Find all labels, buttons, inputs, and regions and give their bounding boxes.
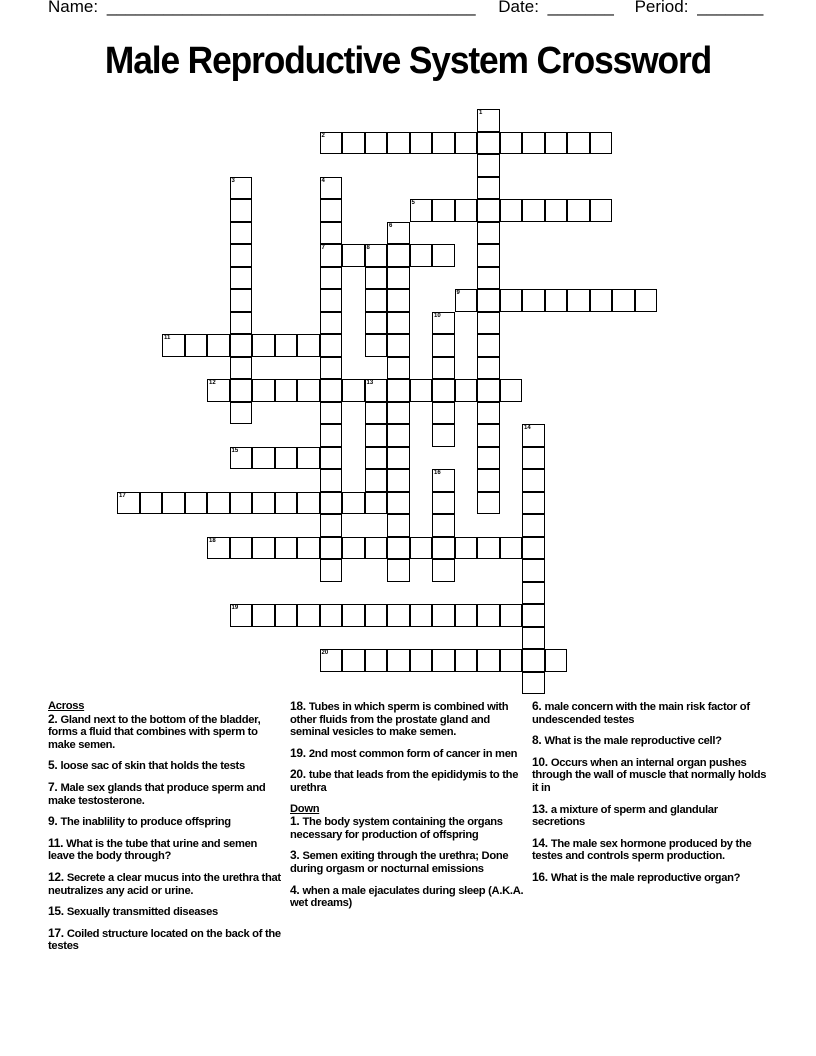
clue-number: 20. [290,767,309,782]
clue [290,849,526,875]
crossword-cell[interactable] [477,357,500,380]
clue-text: tube that leads from the epididymis to the urethra [290,769,519,794]
crossword-cell[interactable] [365,424,388,447]
crossword-cell[interactable] [140,492,163,515]
crossword-cell[interactable] [410,132,433,155]
crossword-cell[interactable] [387,492,410,515]
crossword-cell[interactable] [477,109,500,132]
crossword-cell[interactable] [320,559,343,582]
crossword-cell[interactable] [320,604,343,627]
crossword-cell[interactable] [410,649,433,672]
crossword-cell[interactable] [522,424,545,447]
clue-number: 17 [119,492,126,499]
crossword-cell[interactable] [230,402,253,425]
crossword-cell[interactable] [455,199,478,222]
crossword-cell[interactable] [207,492,230,515]
crossword-cell[interactable] [477,244,500,267]
crossword-cell[interactable] [320,244,343,267]
down-heading: Down [290,802,320,815]
crossword-cell[interactable] [522,582,545,605]
crossword-cell[interactable] [477,402,500,425]
crossword-cell[interactable] [252,447,275,470]
crossword-cell[interactable] [387,469,410,492]
crossword-cell[interactable] [162,334,185,357]
clue [532,871,768,885]
crossword-cell[interactable] [432,312,455,335]
clue-text: male concern with the main risk factor of undescended testes [532,701,750,726]
crossword-cell[interactable] [185,334,208,357]
clue-number: 16. [532,869,551,884]
crossword-cell[interactable] [477,267,500,290]
crossword-cell[interactable] [522,537,545,560]
crossword-cell[interactable] [500,132,523,155]
crossword-cell[interactable] [365,469,388,492]
crossword-cell[interactable] [522,469,545,492]
clue-number: 13 [366,380,374,386]
crossword-cell[interactable] [365,267,388,290]
crossword-cell[interactable] [275,447,298,470]
crossword-cell[interactable] [477,199,500,222]
crossword-cell[interactable] [342,649,365,672]
crossword-cell[interactable] [320,537,343,560]
crossword-cell[interactable] [500,604,523,627]
crossword-cell[interactable] [410,379,433,402]
crossword-cell[interactable] [207,379,230,402]
clue [48,713,284,752]
crossword-cell[interactable] [230,289,253,312]
clue-text: Tubes in which sperm is combined with other fluids from the prostate gland and seminal vesicles to make semen. [290,701,509,739]
clue-number: 6 [389,222,393,229]
crossword-cell[interactable] [500,537,523,560]
crossword-cell[interactable] [387,132,410,155]
crossword-cell[interactable] [117,492,140,515]
crossword-cell[interactable] [275,537,298,560]
crossword-cell[interactable] [230,199,253,222]
crossword-cell[interactable] [432,559,455,582]
clue-number: 11 [164,335,171,341]
crossword-cell[interactable] [432,424,455,447]
clue-number: 14. [532,835,551,850]
crossword-cell[interactable] [500,649,523,672]
crossword-cell[interactable] [477,469,500,492]
clue [532,803,768,829]
clue [532,756,768,795]
crossword-cell[interactable] [365,132,388,155]
crossword-cell[interactable] [365,537,388,560]
clue-text: Male sex glands that produce sperm and make testosterone. [48,781,266,807]
crossword-cell[interactable] [477,289,500,312]
crossword-cell[interactable] [387,222,410,245]
crossword-cell[interactable] [432,469,455,492]
crossword-cell[interactable] [230,244,253,267]
crossword-cell[interactable] [432,514,455,537]
clue-number: 2. [48,711,61,726]
crossword-cell[interactable] [522,447,545,470]
crossword-cell[interactable] [432,244,455,267]
clue-text: The male sex hormone produced by the testes and controls sperm production. [532,837,752,863]
crossword-cell[interactable] [387,402,410,425]
clue [48,871,284,897]
crossword-cell[interactable] [320,492,343,515]
crossword-cell[interactable] [387,514,410,537]
crossword-cell[interactable] [320,267,343,290]
crossword-cell[interactable] [365,289,388,312]
crossword-cell[interactable] [590,132,613,155]
crossword-cell[interactable] [320,222,343,245]
crossword-cell[interactable] [432,492,455,515]
crossword-cell[interactable] [545,199,568,222]
crossword-cell[interactable] [320,177,343,200]
crossword-cell[interactable] [477,334,500,357]
crossword-cell[interactable] [477,492,500,515]
crossword-cell[interactable] [590,199,613,222]
clue [290,884,526,910]
clue-text: What is the male reproductive cell? [544,735,722,748]
crossword-cell[interactable] [522,514,545,537]
clue-text: The inablility to produce offspring [60,816,231,829]
crossword-cell[interactable] [185,492,208,515]
crossword-cell[interactable] [320,379,343,402]
crossword-cell[interactable] [522,604,545,627]
date-line: _______ [547,0,614,16]
crossword-cell[interactable] [275,334,298,357]
clue-text: Semen exiting through the urethra; Done during orgasm or nocturnal emissions [290,850,509,875]
clue-text: 2nd most common form of cancer in men [308,747,518,760]
clue-number: 5 [411,200,415,206]
crossword-cell[interactable] [387,447,410,470]
clue-number: 5. [48,758,61,773]
crossword-cell[interactable] [455,537,478,560]
crossword-cell[interactable] [207,334,230,357]
clue-text: loose sac of skin that holds the tests [60,760,245,773]
crossword-cell[interactable] [500,379,523,402]
clue-number: 1. [290,814,303,829]
crossword-cell[interactable] [432,649,455,672]
crossword-cell[interactable] [522,627,545,650]
crossword-cell[interactable] [365,649,388,672]
clue [532,837,768,863]
crossword-cell[interactable] [410,604,433,627]
crossword-cell[interactable] [455,132,478,155]
crossword-cell[interactable] [455,604,478,627]
crossword-cell[interactable] [342,379,365,402]
clue-number: 9 [456,290,460,296]
crossword-cell[interactable] [320,469,343,492]
clue-text: What is the tube that urine and semen leave the body through? [48,837,258,863]
clue-text: Secrete a clear mucus into the urethra that neutralizes any acid or urine. [48,871,281,897]
clue-number: 12. [48,869,67,884]
clue-text: What is the male reproductive organ? [550,871,741,884]
crossword-cell[interactable] [387,604,410,627]
name-label: Name: [48,0,99,16]
crossword-cell[interactable] [297,604,320,627]
crossword-cell[interactable] [365,447,388,470]
crossword-cell[interactable] [320,424,343,447]
crossword-cell[interactable] [432,604,455,627]
crossword-cell[interactable] [365,379,388,402]
crossword-cell[interactable] [590,289,613,312]
crossword-cell[interactable] [410,537,433,560]
crossword-cell[interactable] [230,537,253,560]
crossword-cell[interactable] [500,199,523,222]
crossword-cell[interactable] [455,649,478,672]
crossword-cell[interactable] [522,289,545,312]
crossword-cell[interactable] [477,132,500,155]
crossword-cell[interactable] [522,649,545,672]
crossword-cell[interactable] [365,604,388,627]
clue-number: 12 [209,380,216,386]
crossword-cell[interactable] [320,402,343,425]
clue [290,815,526,841]
clue-number: 16 [434,470,441,476]
clue [532,734,768,748]
crossword-cell[interactable] [387,267,410,290]
clue-number: 8 [366,245,370,251]
clue-number: 10 [434,312,441,319]
crossword-cell[interactable] [432,199,455,222]
crossword-cell[interactable] [320,357,343,380]
crossword-cell[interactable] [387,334,410,357]
clue-text: Sexually transmitted diseases [66,906,218,919]
crossword-cell[interactable] [365,402,388,425]
clue-number: 17. [48,925,67,940]
clue [48,781,284,807]
crossword-cell[interactable] [387,244,410,267]
crossword-cell[interactable] [365,334,388,357]
period-label: Period: [634,0,689,16]
clue-number: 3 [231,177,235,184]
crossword-cell[interactable] [522,672,545,695]
clue [48,905,284,919]
clue [48,927,284,953]
crossword-cell[interactable] [230,334,253,357]
clue [48,837,284,863]
crossword-cell[interactable] [230,492,253,515]
crossword-cell[interactable] [342,132,365,155]
crossword-cell[interactable] [342,604,365,627]
crossword-cell[interactable] [230,312,253,335]
crossword-cell[interactable] [320,447,343,470]
clue-number: 20 [321,650,329,656]
crossword-cell[interactable] [477,424,500,447]
crossword-cell[interactable] [477,312,500,335]
clue-text: when a male ejaculates during sleep (A.K.A. wet dreams) [290,884,524,910]
crossword-cell[interactable] [477,154,500,177]
crossword-cell[interactable] [612,289,635,312]
crossword-cell[interactable] [635,289,658,312]
crossword-cell[interactable] [387,312,410,335]
crossword-cell[interactable] [567,132,590,155]
crossword-cell[interactable] [477,649,500,672]
crossword-cell[interactable] [522,492,545,515]
clue-number: 11. [48,835,67,850]
crossword-cell[interactable] [477,379,500,402]
clue-text: Occurs when an internal organ pushes through the wall of muscle that normally holds it in [532,756,767,794]
clues-column-3 [532,700,768,893]
crossword-cell[interactable] [275,604,298,627]
crossword-cell[interactable] [410,199,433,222]
crossword-cell[interactable] [320,334,343,357]
clue-number: 1 [479,110,483,116]
crossword-cell[interactable] [432,334,455,357]
crossword-cell[interactable] [365,312,388,335]
crossword-cell[interactable] [545,289,568,312]
crossword-cell[interactable] [342,244,365,267]
clue-number: 4. [290,882,303,897]
crossword-cell[interactable] [320,514,343,537]
crossword-cell[interactable] [477,604,500,627]
crossword-cell[interactable] [275,492,298,515]
crossword-cell[interactable] [252,604,275,627]
crossword-cell[interactable] [275,379,298,402]
clue-number: 13. [532,801,551,816]
crossword-cell[interactable] [252,537,275,560]
clue-number: 19 [231,605,239,611]
crossword-cell[interactable] [432,132,455,155]
clue-number: 6. [532,699,545,713]
crossword-cell[interactable] [387,649,410,672]
clue-number: 18 [209,537,216,544]
clue-number: 8. [532,733,545,748]
crossword-cell[interactable] [320,312,343,335]
crossword-cell[interactable] [230,447,253,470]
crossword-cell[interactable] [252,492,275,515]
crossword-cell[interactable] [230,267,253,290]
crossword-cell[interactable] [342,492,365,515]
clue-number: 15 [231,447,239,454]
crossword-cell[interactable] [297,537,320,560]
page-title: Male Reproductive System Crossword [104,40,712,82]
crossword-cell[interactable] [230,222,253,245]
clue-text: a mixture of sperm and glandular secretions [532,803,718,829]
crossword-cell[interactable] [162,492,185,515]
crossword-cell[interactable] [477,222,500,245]
clue-text: Coiled structure located on the back of the testes [48,927,281,953]
crossword-cell[interactable] [320,649,343,672]
crossword-cell[interactable] [252,379,275,402]
crossword-cell[interactable] [230,379,253,402]
crossword-cell[interactable] [432,379,455,402]
crossword-cell[interactable] [522,132,545,155]
crossword-cell[interactable] [432,537,455,560]
crossword-cell[interactable] [387,424,410,447]
clue-number: 4 [321,177,325,184]
crossword-cell[interactable] [342,537,365,560]
clue-number: 7 [321,245,325,251]
crossword-cell[interactable] [230,177,253,200]
clue-number: 15. [48,904,67,919]
clue [290,768,526,794]
crossword-cell[interactable] [365,492,388,515]
clues-column-2 [290,700,526,918]
clue-number: 10. [532,754,551,769]
clue-number: 19. [290,745,309,760]
crossword-cell[interactable] [297,492,320,515]
crossword-cell[interactable] [545,132,568,155]
clue [290,747,526,761]
clues-column-1 [48,700,284,961]
crossword-cell[interactable] [477,177,500,200]
crossword-cell[interactable] [477,537,500,560]
crossword-cell[interactable] [387,537,410,560]
clue [532,700,768,726]
crossword-cell[interactable] [230,604,253,627]
crossword-cell[interactable] [432,357,455,380]
crossword-cell[interactable] [297,334,320,357]
crossword-cell[interactable] [320,132,343,155]
crossword-cell[interactable] [477,447,500,470]
crossword-cell[interactable] [432,402,455,425]
clue-number: 18. [290,699,309,713]
clue-number: 7. [48,779,61,794]
crossword-cell[interactable] [387,289,410,312]
crossword-cell[interactable] [320,199,343,222]
crossword-cell[interactable] [207,537,230,560]
crossword-cell[interactable] [567,289,590,312]
crossword-cell[interactable] [567,199,590,222]
crossword-cell[interactable] [387,357,410,380]
crossword-cell[interactable] [387,379,410,402]
crossword-cell[interactable] [230,357,253,380]
date-label: Date: [498,0,539,16]
crossword-cell[interactable] [387,559,410,582]
crossword-cell[interactable] [522,199,545,222]
crossword-cell[interactable] [455,289,478,312]
clue [48,815,284,829]
name-line: _______________________________________ [106,0,476,16]
crossword-cell[interactable] [252,334,275,357]
clue-number: 3. [290,848,303,863]
clue [48,759,284,773]
clue-text: The body system containing the organs necessary for production of offspring [290,816,503,841]
crossword-cell[interactable] [500,289,523,312]
clue-number: 14 [524,425,531,431]
crossword-cell[interactable] [410,244,433,267]
crossword-cell[interactable] [545,649,568,672]
crossword-cell[interactable] [297,447,320,470]
across-heading: Across [48,700,85,712]
crossword-cell[interactable] [320,289,343,312]
clue-number: 9. [48,814,61,829]
crossword-cell[interactable] [455,379,478,402]
clue-number: 2 [321,132,325,139]
clue-text: Gland next to the bottom of the bladder, forms a fluid that combines with sperm to make semen. [48,713,261,751]
crossword-cell[interactable] [522,559,545,582]
clue [290,700,526,739]
period-line: _______ [697,0,764,16]
crossword-cell[interactable] [297,379,320,402]
crossword-cell[interactable] [365,244,388,267]
